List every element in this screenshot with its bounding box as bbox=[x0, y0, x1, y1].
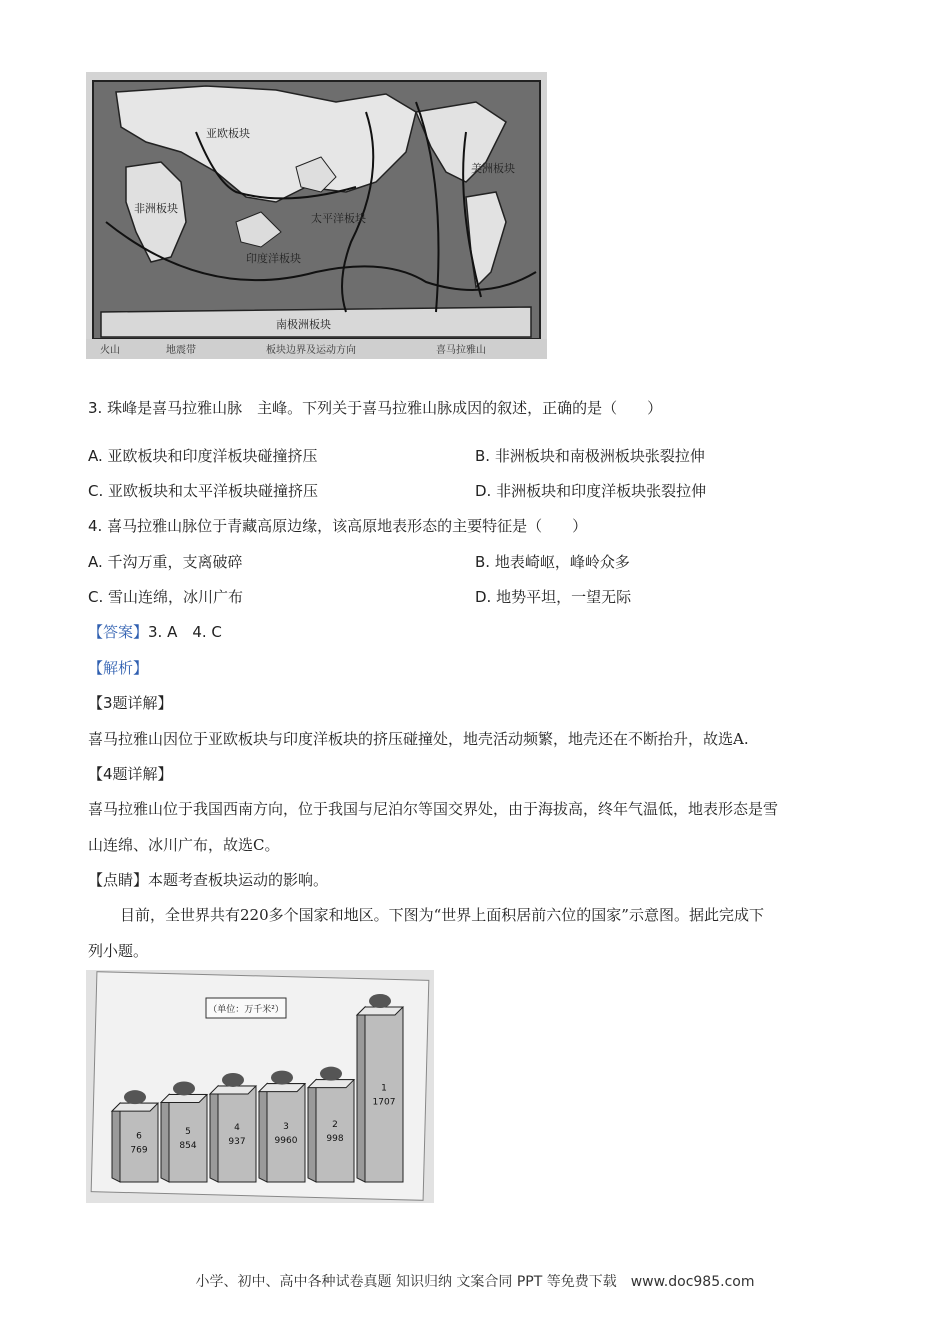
q3-option-d: D. 非洲板块和印度洋板块张裂拉伸 bbox=[475, 482, 707, 500]
bar-rank-label: 2 bbox=[332, 1119, 338, 1130]
bar-country-4 bbox=[210, 1073, 256, 1182]
country-shape-icon bbox=[271, 1071, 293, 1085]
map-legend-quake: 地震带 bbox=[166, 345, 196, 356]
q4-option-c: C. 雪山连绵，冰川广布 bbox=[88, 588, 244, 606]
bar-value-label: 9960 bbox=[274, 1135, 298, 1146]
q3-option-c: C. 亚欧板块和太平洋板块碰撞挤压 bbox=[88, 482, 319, 500]
bar-country-5 bbox=[161, 1081, 207, 1182]
bar-value-label: 937 bbox=[228, 1136, 246, 1147]
analysis-tag: 【解析】 bbox=[88, 659, 149, 677]
q3-option-b: B. 非洲板块和南极洲板块张裂拉伸 bbox=[475, 447, 705, 465]
q4-option-a: A. 千沟万重，支离破碎 bbox=[88, 553, 243, 571]
bar-rank-label: 1 bbox=[381, 1083, 387, 1094]
country-shape-icon bbox=[369, 994, 391, 1008]
plate-map-figure bbox=[86, 72, 547, 359]
bar-rank-label: 6 bbox=[136, 1131, 142, 1142]
bar-country-6 bbox=[112, 1090, 158, 1182]
bar-country-3 bbox=[259, 1071, 305, 1182]
detail4-line2: 山连绵、冰川广布，故选C。 bbox=[88, 836, 280, 854]
point-line bbox=[88, 870, 328, 890]
bar-rank-label: 5 bbox=[185, 1127, 191, 1138]
map-label-eurasian: 亚欧板块 bbox=[206, 127, 250, 140]
country-shape-icon bbox=[320, 1067, 342, 1081]
point-text: 本题考查板块运动的影响。 bbox=[148, 871, 329, 889]
point-tag: 【点睛】 bbox=[88, 871, 149, 889]
plate-map bbox=[86, 72, 547, 359]
country-shape-icon bbox=[173, 1081, 195, 1095]
intro-line2: 列小题。 bbox=[88, 942, 149, 960]
bar-value-label: 1707 bbox=[372, 1097, 396, 1108]
map-label-antarctic: 南极洲板块 bbox=[276, 318, 331, 331]
page-footer: 小学、初中、高中各种试卷真题 知识归纳 文案合同 PPT 等免费下载 www.doc985.com bbox=[195, 1274, 755, 1290]
q3-stem: 3. 珠峰是喜马拉雅山脉 主峰。下列关于喜马拉雅山脉成因的叙述，正确的是（ ） bbox=[88, 399, 663, 417]
bar-value-label: 998 bbox=[326, 1133, 344, 1144]
bar-rank-label: 4 bbox=[234, 1122, 240, 1133]
map-legend-himalaya: 喜马拉雅山 bbox=[436, 345, 486, 356]
answer-line bbox=[88, 622, 222, 642]
q4-option-d: D. 地势平坦，一望无际 bbox=[475, 588, 632, 606]
map-legend-volcano: 火山 bbox=[100, 345, 120, 356]
map-legend-boundary: 板块边界及运动方向 bbox=[266, 345, 356, 356]
q4-stem: 4. 喜马拉雅山脉位于青藏高原边缘，该高原地表形态的主要特征是（ ） bbox=[88, 517, 588, 535]
answer-tag: 【答案】 bbox=[88, 623, 149, 641]
country-area-chart bbox=[86, 970, 434, 1203]
map-label-american: 美洲板块 bbox=[471, 162, 515, 175]
q3-option-a: A. 亚欧板块和印度洋板块碰撞挤压 bbox=[88, 447, 318, 465]
bar-value-label: 769 bbox=[130, 1145, 148, 1156]
bar-rank-label: 3 bbox=[283, 1121, 289, 1132]
detail3-tag: 【3题详解】 bbox=[88, 694, 173, 712]
map-label-african: 非洲板块 bbox=[134, 202, 178, 215]
detail4-tag: 【4题详解】 bbox=[88, 765, 173, 783]
bar-country-1 bbox=[357, 994, 403, 1182]
bar-country-2 bbox=[308, 1067, 354, 1182]
q4-option-b: B. 地表崎岖，峰岭众多 bbox=[475, 553, 630, 571]
intro-line1: 目前，全世界共有220多个国家和地区。下图为“世界上面积居前六位的国家”示意图。据此完成下 bbox=[120, 906, 764, 924]
map-label-indian: 印度洋板块 bbox=[246, 252, 301, 265]
country-area-figure bbox=[86, 970, 434, 1203]
country-shape-icon bbox=[222, 1073, 244, 1087]
answer-text: 3. A 4. C bbox=[148, 623, 222, 641]
chart-title: （单位：万千米²） bbox=[208, 1005, 284, 1015]
bar-value-label: 854 bbox=[179, 1141, 197, 1152]
detail3-text: 喜马拉雅山因位于亚欧板块与印度洋板块的挤压碰撞处，地壳活动频繁，地壳还在不断抬升，故选A. bbox=[88, 730, 749, 748]
country-shape-icon bbox=[124, 1090, 146, 1104]
map-label-pacific: 太平洋板块 bbox=[311, 212, 366, 225]
detail4-line1: 喜马拉雅山位于我国西南方向，位于我国与尼泊尔等国交界处，由于海拔高，终年气温低，地表形态是雪 bbox=[88, 800, 779, 818]
